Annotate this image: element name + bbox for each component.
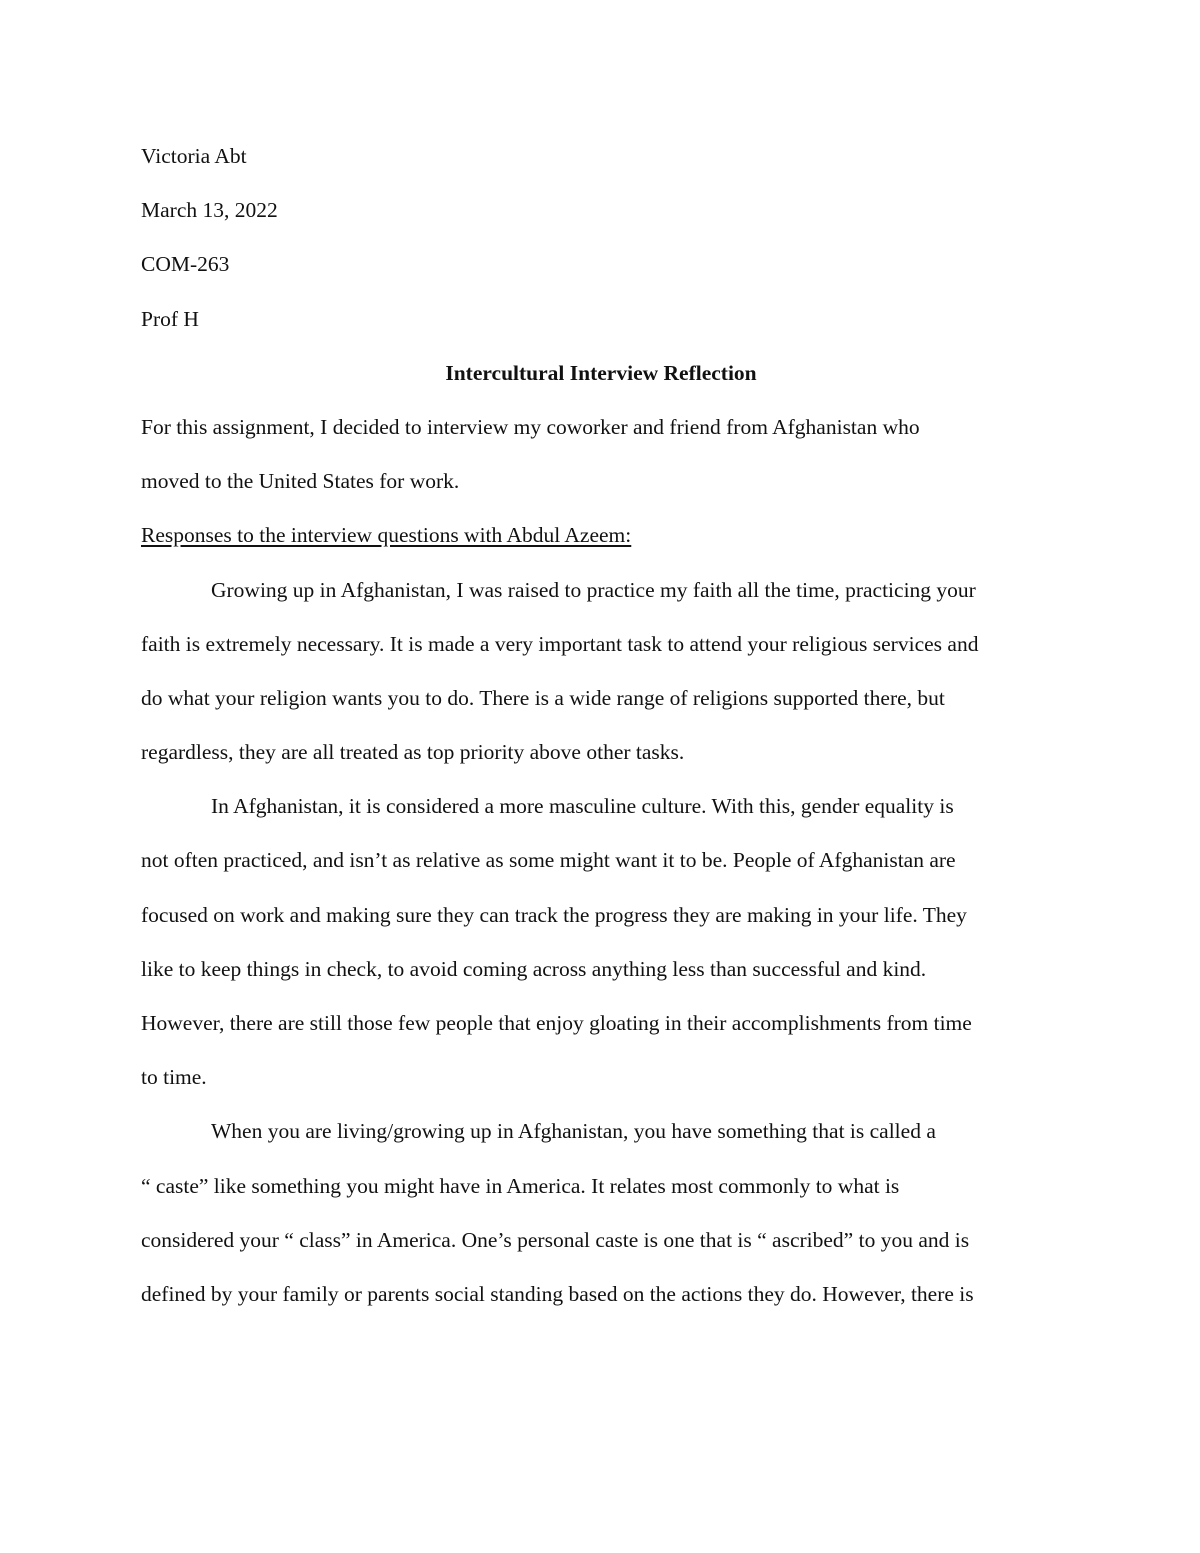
author-name: Victoria Abt [141,144,247,168]
paragraph-line: defined by your family or parents social standing based on the actions they do. However, there is [141,1281,974,1306]
paragraph-line: to time. [141,1065,207,1090]
intro-line: moved to the United States for work. [141,469,460,494]
paragraph-line: However, there are still those few people that enjoy gloating in their accomplishments from time [141,1011,972,1035]
paragraph-caste [141,1104,1061,1321]
paragraph-line: not often practiced, and isn’t as relative as some might want it to be. People of Afghanistan are [141,848,956,873]
paragraph-line: faith is extremely necessary. It is made a very important task to attend your religious services and [141,631,979,656]
document-title: Intercultural Interview Reflection [445,360,757,385]
document-date: March 13, 2022 [141,198,278,223]
paragraph-culture [141,779,1061,1104]
header-block [141,129,1061,346]
paragraph-line: like to keep things in check, to avoid coming across anything less than successful and kind. [141,956,927,981]
responses-heading: Responses to the interview questions with Abdul Azeem: [141,523,632,548]
course-code: COM-263 [141,252,230,277]
responses-heading-row [141,508,1061,562]
intro-paragraph [141,400,1061,508]
professor-name: Prof H [141,306,199,331]
paragraph-line: considered your “ class” in America. One’s personal caste is one that is “ ascribed” to you and is [141,1227,970,1252]
document-body [141,129,1061,1321]
paragraph-line: regardless, they are all treated as top priority above other tasks. [141,740,685,765]
paragraph-faith [141,563,1061,780]
paragraph-line: In Afghanistan, it is considered a more masculine culture. With this, gender equality is [211,794,954,819]
paragraph-line: When you are living/growing up in Afghanistan, you have something that is called a [211,1119,936,1144]
paragraph-line: Growing up in Afghanistan, I was raised to practice my faith all the time, practicing your [211,577,976,602]
paragraph-line: do what your religion wants you to do. There is a wide range of religions supported there, but [141,685,945,710]
intro-line: For this assignment, I decided to interview my coworker and friend from Afghanistan who [141,414,920,439]
paragraph-line: “ caste” like something you might have in America. It relates most commonly to what is [141,1173,900,1198]
paragraph-line: focused on work and making sure they can track the progress they are making in your life. They [141,902,967,927]
